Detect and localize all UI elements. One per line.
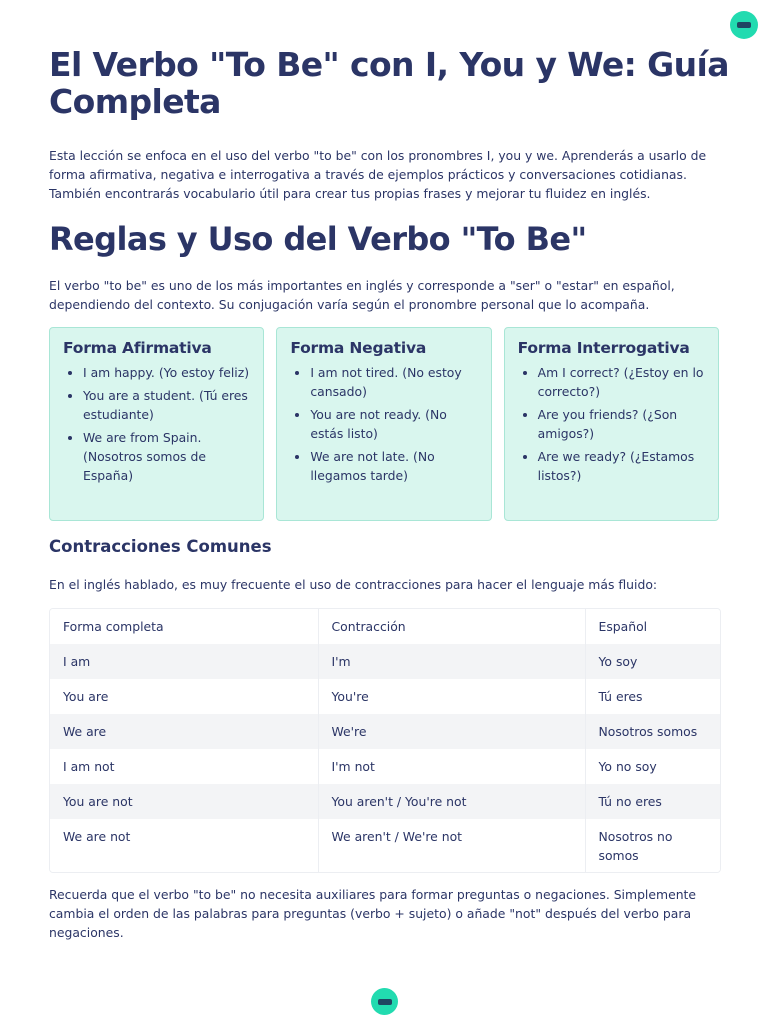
page-title: El Verbo "To Be" con I, You y We: Guía Completa: [49, 45, 729, 121]
table-cell: Tú eres: [585, 679, 720, 714]
card-list: [290, 363, 480, 485]
card-affirmative: [49, 327, 264, 521]
column-header: Español: [585, 609, 720, 644]
table-row: [50, 784, 720, 819]
table-cell: Nosotros somos: [585, 714, 720, 749]
table-row: [50, 644, 720, 679]
brand-logo-icon[interactable]: [371, 988, 398, 1015]
card-title: Forma Afirmativa: [63, 339, 212, 357]
table-cell: We're: [318, 714, 585, 749]
outro-paragraph: Recuerda que el verbo "to be" no necesita auxiliares para formar preguntas o negaciones. Simplemente cambia el orden de las palabras para preguntas (verbo + sujeto) o añade "not" después del verbo para negaciones.: [49, 887, 697, 940]
table-cell: I'm not: [318, 749, 585, 784]
list-item: • Are you friends? (¿Son amigos?): [538, 405, 708, 443]
list-item: • Am I correct? (¿Estoy en lo correcto?): [538, 363, 708, 401]
table-cell: You are: [63, 689, 109, 704]
forms-cards: [49, 327, 719, 521]
table-cell: We aren't / We're not: [318, 819, 585, 872]
table-cell: I am: [63, 654, 91, 669]
card-interrogative: [504, 327, 719, 521]
list-item: • Are we ready? (¿Estamos listos?): [538, 447, 708, 485]
list-item: • We are not late. (No llegamos tarde): [310, 447, 480, 485]
logo-mark: [378, 999, 392, 1005]
table-row: [50, 749, 720, 784]
contractions-heading: Contracciones Comunes: [49, 537, 272, 556]
intro-paragraph: Esta lección se enfoca en el uso del verbo "to be" con los pronombres I, you y we. Aprenderás a usarlo de forma afirmativa, negativa e interrogativa a través de ejemplos prácticos y conversaciones cotidianas. También encontrarás vocabulario útil para crear tus propias frases y mejorar tu fluidez en inglés.: [49, 148, 707, 201]
card-list: [63, 363, 253, 485]
table-cell: We are not: [63, 829, 131, 844]
table-cell: We are: [63, 724, 107, 739]
table-cell: I am not: [63, 759, 115, 774]
list-item: • You are not ready. (No estás listo): [310, 405, 480, 443]
card-title: Forma Interrogativa: [517, 339, 690, 357]
table-cell: Yo no soy: [585, 749, 720, 784]
brand-logo-icon[interactable]: [730, 11, 758, 39]
table-row: [50, 679, 720, 714]
contractions-paragraph: En el inglés hablado, es muy frecuente el uso de contracciones para hacer el lenguaje más fluido:: [49, 577, 658, 592]
column-header: Forma completa: [63, 619, 164, 634]
list-item: • I am happy. (Yo estoy feliz): [83, 363, 253, 382]
list-item: • I am not tired. (No estoy cansado): [310, 363, 480, 401]
contractions-table: [49, 608, 721, 873]
logo-mark: [737, 22, 751, 28]
rules-paragraph: El verbo "to be" es uno de los más importantes en inglés y corresponde a "ser" o "estar" en español, dependiendo del contexto. Su conjugación varía según el pronombre personal que lo acompaña.: [49, 278, 675, 312]
table-row: [50, 819, 720, 872]
rules-heading: Reglas y Uso del Verbo "To Be": [49, 220, 587, 258]
table-row: [50, 714, 720, 749]
card-list: [518, 363, 708, 485]
table-cell: Tú no eres: [585, 784, 720, 819]
table-cell: Nosotros no somos: [585, 819, 720, 872]
card-title: Forma Negativa: [290, 339, 427, 357]
table-cell: You are not: [63, 794, 133, 809]
table-cell: You aren't / You're not: [318, 784, 585, 819]
table-cell: You're: [318, 679, 585, 714]
column-header: Contracción: [318, 609, 585, 644]
table-header-row: [50, 609, 720, 644]
list-item: • We are from Spain. (Nosotros somos de España): [83, 428, 253, 485]
table-cell: I'm: [318, 644, 585, 679]
list-item: • You are a student. (Tú eres estudiante): [83, 386, 253, 424]
card-negative: [276, 327, 491, 521]
table-cell: Yo soy: [585, 644, 720, 679]
